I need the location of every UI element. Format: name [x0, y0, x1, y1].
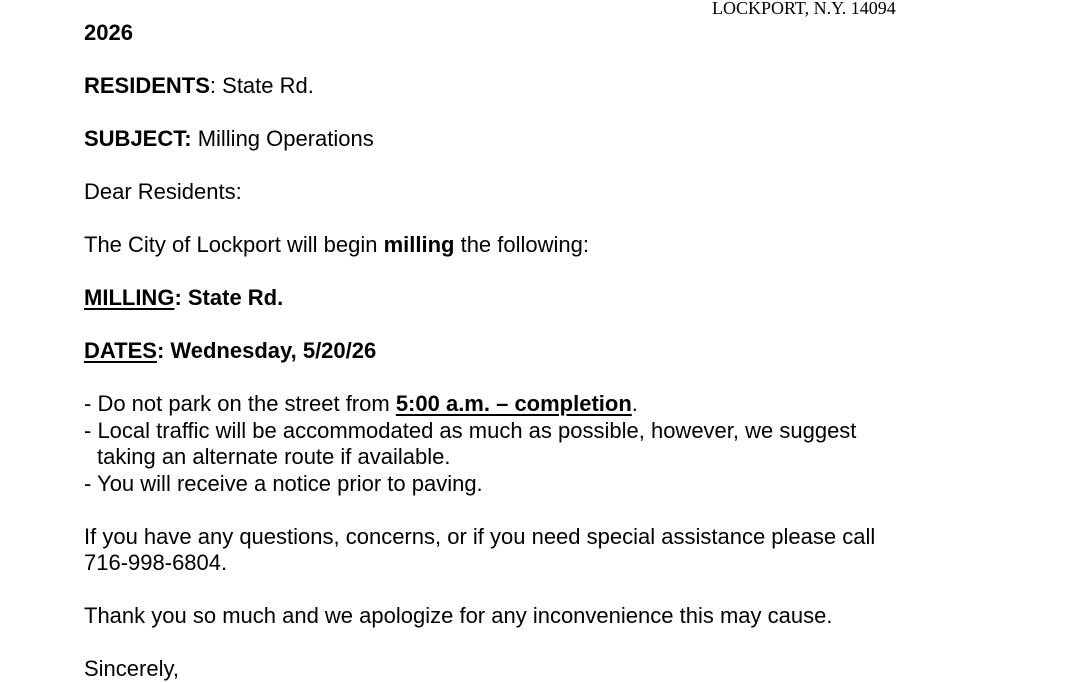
dates-line: [84, 338, 376, 364]
thank-you-paragraph: Thank you so much and we apologize for any inconvenience this may cause.: [84, 603, 833, 628]
bullet-local-traffic-line2: taking an alternate route if available.: [97, 444, 451, 469]
dates-value: : Wednesday, 5/20/26: [156, 338, 377, 363]
milling-line: [84, 285, 283, 311]
contact-phone-line: 716-998-6804.: [84, 550, 228, 575]
letterhead-address: LOCKPORT, N.Y. 14094: [712, 0, 896, 18]
closing-sincerely: Sincerely,: [84, 656, 179, 681]
subject-line: [84, 126, 374, 152]
intro-text-start: The City of Lockport will begin: [84, 232, 384, 257]
salutation: Dear Residents:: [84, 179, 242, 204]
residents-line: [84, 73, 314, 99]
residents-value: : State Rd.: [209, 73, 314, 98]
bullet-paving-notice: - You will receive a notice prior to paving.: [84, 471, 483, 496]
bullet-local-traffic-line1: - Local traffic will be accommodated as much as possible, however, we suggest: [84, 418, 857, 443]
parking-time-range: 5:00 a.m. – completion: [395, 391, 632, 416]
bullet-no-parking-end: .: [631, 391, 638, 416]
bullet-no-parking: [84, 391, 638, 417]
intro-milling-emphasis: milling: [383, 232, 455, 257]
residents-label: RESIDENTS: [84, 73, 210, 98]
milling-label: MILLING: [84, 285, 175, 310]
contact-line1: If you have any questions, concerns, or if you need special assistance please call: [84, 524, 876, 549]
subject-label: SUBJECT:: [84, 126, 192, 151]
intro-text-end: the following:: [454, 232, 589, 257]
intro-paragraph: [84, 232, 589, 258]
subject-value: Milling Operations: [191, 126, 374, 151]
letter-year: 2026: [84, 20, 133, 45]
milling-value: : State Rd.: [174, 285, 284, 310]
bullet-no-parking-text: - Do not park on the street from: [84, 391, 396, 416]
dates-label: DATES: [84, 338, 157, 363]
